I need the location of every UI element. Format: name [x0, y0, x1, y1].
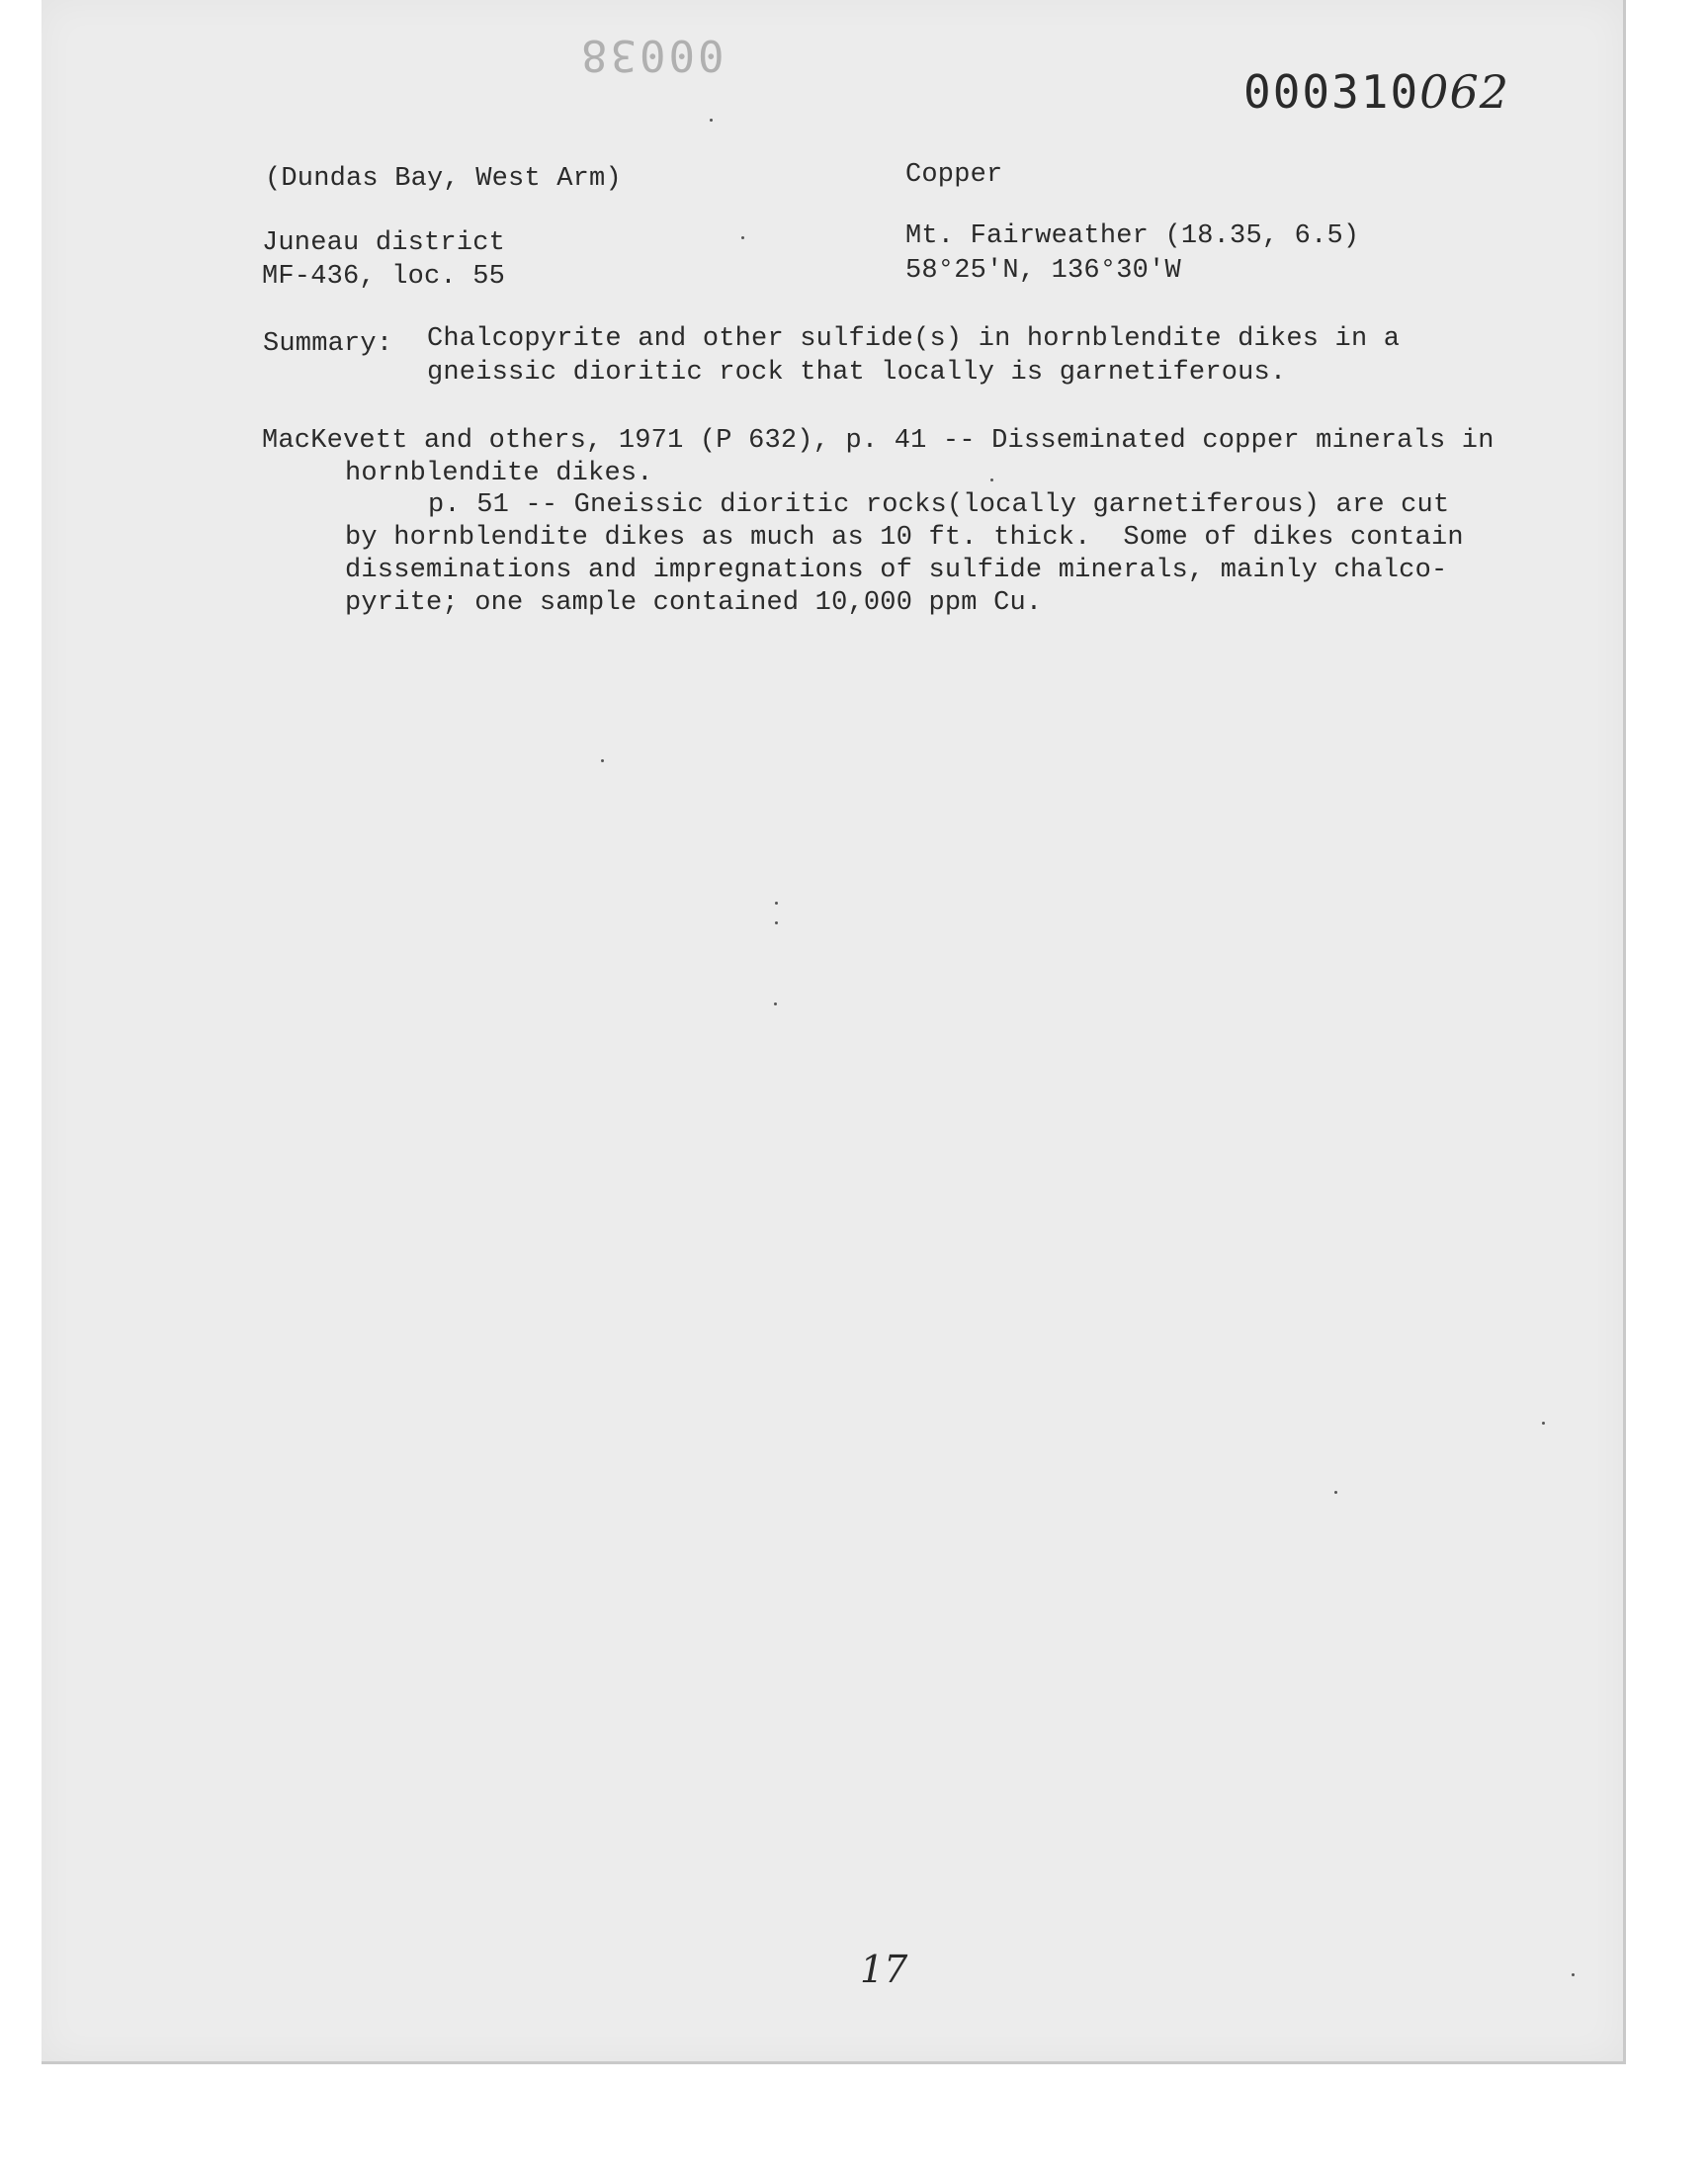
document-number-handwritten: 062	[1419, 65, 1509, 119]
document-number-printed: 000310	[1243, 65, 1420, 119]
commodity-name: Copper	[905, 160, 1003, 190]
summary-line-2: gneissic dioritic rock that locally is garnetiferous.	[427, 358, 1287, 388]
faded-stamp-number: 00038	[578, 30, 725, 80]
scan-speck	[990, 478, 993, 481]
scan-speck	[601, 759, 604, 762]
reference-line-6: pyrite; one sample contained 10,000 ppm Cu.	[345, 588, 1043, 618]
location-map-ref: MF-436, loc. 55	[262, 262, 506, 292]
scan-speck	[775, 902, 778, 905]
reference-line-3: p. 51 -- Gneissic dioritic rocks(locally garnetiferous) are cut	[428, 490, 1450, 520]
reference-line-4: by hornblendite dikes as much as 10 ft. thick. Some of dikes contain	[345, 523, 1464, 553]
document-page	[42, 0, 1626, 2064]
scan-speck	[1572, 1973, 1575, 1976]
summary-label: Summary:	[263, 329, 393, 359]
scan-speck	[710, 119, 713, 122]
location-district: Juneau district	[262, 228, 506, 258]
summary-line-1: Chalcopyrite and other sulfide(s) in hornblendite dikes in a	[427, 324, 1401, 354]
document-number	[1243, 65, 1509, 119]
commodity-quadrangle: Mt. Fairweather (18.35, 6.5)	[905, 221, 1360, 251]
reference-line-5: disseminations and impregnations of sulfide minerals, mainly chalco-	[345, 556, 1448, 585]
scan-speck	[741, 236, 744, 239]
page-number: 17	[860, 1948, 908, 1991]
scan-speck	[774, 1002, 777, 1005]
scan-speck	[1334, 1491, 1337, 1494]
reference-line-1: MacKevett and others, 1971 (P 632), p. 41 -- Disseminated copper minerals in	[262, 426, 1494, 456]
location-area: (Dundas Bay, West Arm)	[265, 164, 622, 194]
scan-speck	[1542, 1422, 1545, 1425]
reference-line-2: hornblendite dikes.	[345, 459, 653, 488]
page-margin	[0, 2064, 1708, 2175]
commodity-coordinates: 58°25'N, 136°30'W	[905, 256, 1181, 286]
scan-speck	[775, 921, 778, 924]
